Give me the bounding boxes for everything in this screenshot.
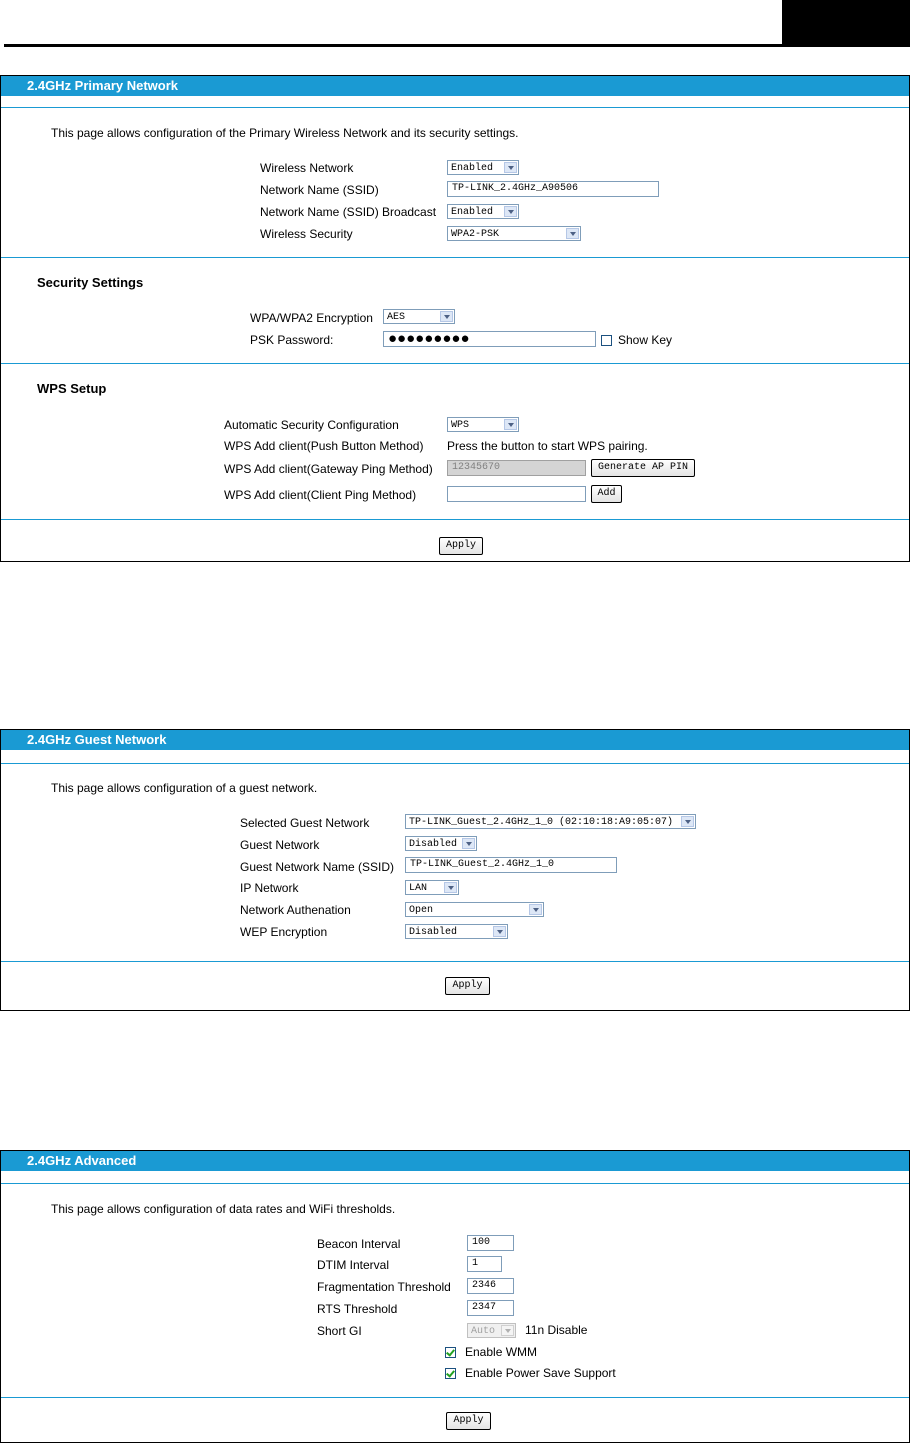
enable-power-save-label: Enable Power Save Support	[465, 1366, 616, 1380]
divider	[1, 1397, 909, 1398]
ssid-label: Network Name (SSID)	[260, 183, 379, 197]
ssid-broadcast-label: Network Name (SSID) Broadcast	[260, 205, 437, 219]
intro-text: This page allows configuration of data rates and WiFi thresholds.	[51, 1202, 396, 1216]
short-gi-note: 11n Disable	[525, 1323, 588, 1337]
intro-text: This page allows configuration of a guest network.	[51, 781, 318, 795]
fragmentation-input[interactable]: 2346	[467, 1278, 514, 1294]
ssid-input[interactable]: TP-LINK_2.4GHz_A90506	[447, 181, 659, 197]
divider	[1, 1183, 909, 1184]
auto-security-select[interactable]	[447, 417, 519, 432]
chevron-down-icon	[566, 228, 579, 239]
wireless-security-label: Wireless Security	[260, 227, 353, 241]
fragmentation-label: Fragmentation Threshold	[317, 1280, 451, 1294]
select-value: LAN	[409, 883, 428, 894]
enable-wmm-label: Enable WMM	[465, 1345, 538, 1359]
generate-ap-pin-button[interactable]: Generate AP PIN	[591, 459, 695, 477]
enable-wmm-checkbox[interactable]	[445, 1347, 456, 1358]
ssid-broadcast-select[interactable]	[447, 204, 519, 219]
dtim-interval-input[interactable]: 1	[467, 1256, 502, 1272]
chevron-down-icon	[444, 882, 457, 893]
chevron-down-icon	[440, 311, 453, 322]
client-pin-label: WPS Add client(Client Ping Method)	[224, 488, 417, 502]
intro-text: This page allows configuration of the Primary Wireless Network and its security settings.	[51, 126, 519, 140]
guest-ssid-input[interactable]: TP-LINK_Guest_2.4GHz_1_0	[405, 857, 617, 873]
selected-guest-select[interactable]	[405, 814, 696, 829]
divider	[1, 519, 909, 520]
selected-guest-label: Selected Guest Network	[240, 816, 370, 830]
enable-power-save-checkbox[interactable]	[445, 1368, 456, 1379]
page-header-rule	[4, 44, 910, 47]
add-button[interactable]: Add	[591, 485, 622, 503]
divider	[1, 363, 909, 364]
select-value: AES	[387, 312, 406, 323]
wireless-security-select[interactable]	[447, 226, 581, 241]
guest-network-select[interactable]	[405, 836, 477, 851]
rts-threshold-label: RTS Threshold	[317, 1302, 398, 1316]
select-value: TP-LINK_Guest_2.4GHz_1_0 (02:10:18:A9:05:07)	[409, 817, 674, 828]
push-button-label: WPS Add client(Push Button Method)	[224, 439, 424, 453]
divider	[1, 107, 909, 108]
show-key-label: Show Key	[618, 333, 673, 347]
select-value: Auto	[471, 1326, 496, 1337]
psk-password-label: PSK Password:	[250, 333, 334, 347]
divider	[1, 257, 909, 258]
select-value: Disabled	[409, 927, 458, 938]
client-pin-input[interactable]	[447, 486, 586, 502]
gateway-pin-input: 12345670	[447, 460, 586, 476]
wep-encryption-select[interactable]	[405, 924, 508, 939]
chevron-down-icon	[681, 816, 694, 827]
wireless-network-label: Wireless Network	[260, 161, 354, 175]
select-value: WPA2-PSK	[451, 229, 500, 240]
chevron-down-icon	[504, 206, 517, 217]
guest-network-label: Guest Network	[240, 838, 320, 852]
divider	[1, 763, 909, 764]
select-value: Enabled	[451, 163, 494, 174]
page-header-block	[782, 0, 910, 45]
dtim-interval-label: DTIM Interval	[317, 1258, 390, 1272]
ip-network-label: IP Network	[240, 881, 299, 895]
short-gi-label: Short GI	[317, 1324, 362, 1338]
auto-security-label: Automatic Security Configuration	[224, 418, 399, 432]
psk-password-input[interactable]: ●●●●●●●●●	[383, 331, 596, 347]
select-value: Disabled	[409, 839, 458, 850]
security-settings-heading: Security Settings	[37, 275, 144, 290]
advanced-panel	[0, 1150, 910, 1443]
chevron-down-icon	[504, 162, 517, 173]
chevron-down-icon	[501, 1325, 514, 1336]
panel-title: 2.4GHz Guest Network	[1, 730, 909, 750]
select-value: WPS	[451, 420, 470, 431]
panel-title: 2.4GHz Advanced	[1, 1151, 909, 1171]
beacon-interval-label: Beacon Interval	[317, 1237, 401, 1251]
chevron-down-icon	[504, 419, 517, 430]
chevron-down-icon	[462, 838, 475, 849]
chevron-down-icon	[493, 926, 506, 937]
apply-button[interactable]: Apply	[445, 977, 490, 995]
divider	[1, 961, 909, 962]
select-value: Open	[409, 905, 434, 916]
guest-ssid-label: Guest Network Name (SSID)	[240, 860, 395, 874]
push-button-text: Press the button to start WPS pairing.	[447, 439, 648, 453]
chevron-down-icon	[529, 904, 542, 915]
wireless-network-select[interactable]	[447, 160, 519, 175]
show-key-checkbox[interactable]	[601, 335, 612, 346]
encryption-select[interactable]	[383, 309, 455, 324]
apply-button[interactable]: Apply	[446, 1412, 491, 1430]
primary-network-panel	[0, 75, 910, 562]
select-value: Enabled	[451, 207, 494, 218]
beacon-interval-input[interactable]: 100	[467, 1235, 514, 1251]
wep-encryption-label: WEP Encryption	[240, 925, 328, 939]
panel-title: 2.4GHz Primary Network	[1, 76, 909, 96]
guest-network-panel	[0, 729, 910, 1011]
network-auth-label: Network Authenation	[240, 903, 351, 917]
encryption-label: WPA/WPA2 Encryption	[250, 311, 373, 325]
network-auth-select[interactable]	[405, 902, 544, 917]
wps-setup-heading: WPS Setup	[37, 381, 107, 396]
gateway-pin-label: WPS Add client(Gateway Ping Method)	[224, 462, 433, 476]
ip-network-select[interactable]	[405, 880, 459, 895]
short-gi-select	[467, 1323, 516, 1338]
rts-threshold-input[interactable]: 2347	[467, 1300, 514, 1316]
apply-button[interactable]: Apply	[439, 537, 483, 555]
